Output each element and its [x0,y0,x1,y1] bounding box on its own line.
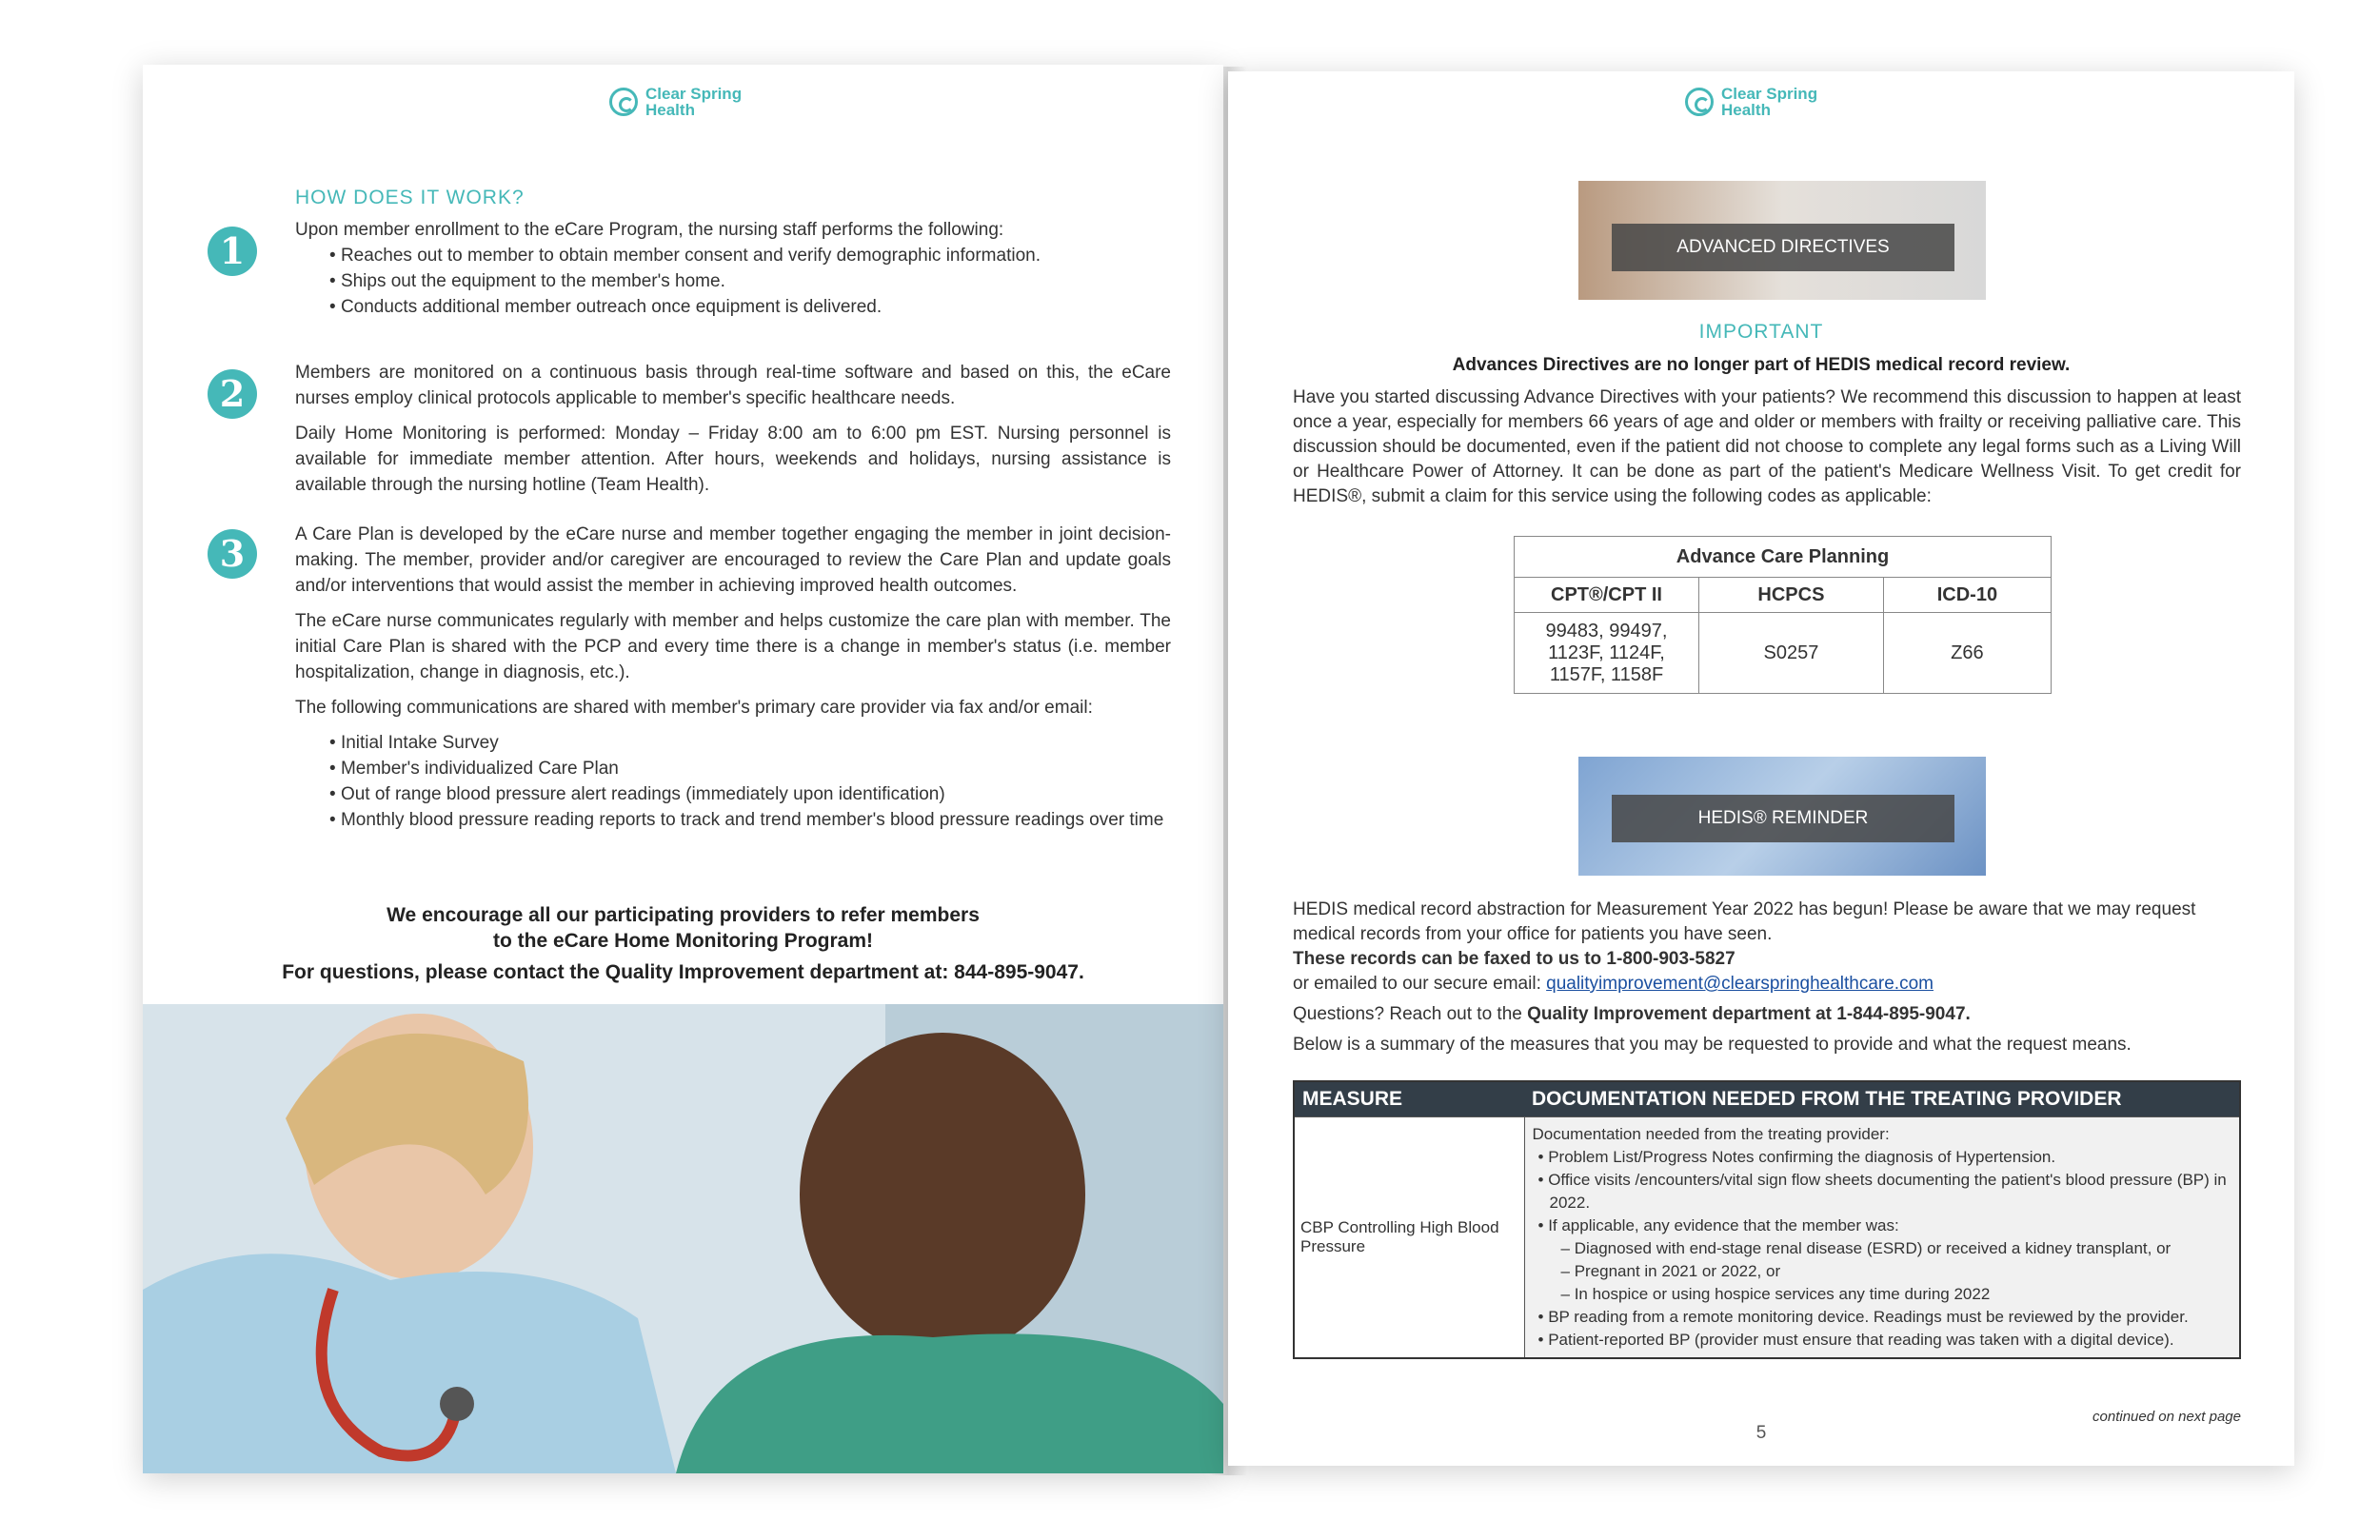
step-1-badge: 1 [208,227,257,276]
summary-line: Below is a summary of the measures that you may be requested to provide and what the request means. [1293,1035,2132,1055]
documentation-header: DOCUMENTATION NEEDED FROM THE TREATING PROVIDER [1524,1081,2240,1117]
measure-cell: CBP Controlling High Blood Pressure [1294,1117,1524,1359]
doc-sub-text: In hospice or using hospice services any time during 2022 [1574,1285,1991,1303]
nurse-patient-photo [143,1004,1223,1473]
fax-line: These records can be faxed to us to 1-800-903-5827 [1293,949,1735,969]
step-1-bullet: • Conducts additional member outreach once equipment is delivered. [324,294,1171,320]
clear-spring-logo [609,86,742,118]
left-page [143,65,1223,1473]
acp-cell: S0257 [1699,613,1884,694]
measures-table [1293,1080,2241,1359]
step-2-text [295,360,1171,498]
logo-line2: Health [1721,101,1771,119]
contact-line: For questions, please contact the Quality Improvement department at: 844-895-9047. [282,961,1084,983]
acp-header: CPT®/CPT II [1515,578,1699,613]
acp-header: ICD-10 [1883,578,2051,613]
logo-line2: Health [645,101,695,119]
important-subtitle: Advances Directives are no longer part of HEDIS medical record review. [1452,355,2071,375]
step-3-para-3: The following communications are shared with member's primary care provider via fax and/or email: [295,698,1093,718]
doc-sub-text: Diagnosed with end-stage renal disease (ESRD) or received a kidney transplant, or [1574,1239,2172,1257]
doc-sub-item: – Pregnant in 2021 or 2022, or [1560,1262,1781,1280]
important-heading: IMPORTANT [1698,321,1824,343]
advance-directives-paragraph: Have you started discussing Advance Directives with your patients? We recommend this discussion to happen at least once a year, especially for members 66 years of age and older or members with frailty or receiving palliative care. This discussion should be documented, even if the patient did not choose to complete any legal forms such as a Living Will or Healthcare Power of Attorney. It can be done as part of the patient's Medicare Wellness Visit. To get credit for HEDIS®, submit a claim for this service using the following codes as applicable: [1293,387,2241,506]
photo-illustration [143,1004,1223,1473]
step-3-text [295,522,1171,833]
measure-header: MEASURE [1294,1081,1524,1117]
step-1-intro: Upon member enrollment to the eCare Program, the nursing staff performs the following: [295,220,1004,240]
documentation-cell [1524,1117,2240,1359]
step-3-bullet: • Monthly blood pressure reading reports to track and trend member's blood pressure readings over time [324,807,1171,833]
doc-sub-list [1533,1237,2232,1306]
step-3-para-1: A Care Plan is developed by the eCare nurse and member together engaging the member in joint decision-making. The member, provider and/or caregiver are encouraged to review the Care Plan and update goals and/or interventions that would assist the member in achieving improved health outcomes. [295,524,1171,596]
doc-bullet: • If applicable, any evidence that the member was: [1533,1214,2232,1237]
step-1-bullet: • Reaches out to member to obtain member consent and verify demographic information. [324,243,1171,268]
questions-phone: Quality Improvement department at 1-844-895-9047. [1527,1004,1971,1024]
doc-intro: Documentation needed from the treating provider: [1532,1125,1890,1143]
step-3-bullet: • Initial Intake Survey [324,730,1171,756]
step-1-text [295,217,1171,320]
right-page [1228,71,2294,1466]
doc-sub-item: – Diagnosed with end-stage renal disease (ESRD) or received a kidney transplant, or [1560,1239,2172,1257]
how-does-it-work-heading: HOW DOES IT WORK? [295,187,525,208]
questions-prefix: Questions? Reach out to the [1293,1004,1528,1024]
hedis-paragraph: HEDIS medical record abstraction for Measurement Year 2022 has begun! Please be aware that we may request medical records from your office for patients you have seen. [1293,899,2196,944]
logo-icon [609,88,638,116]
page-number: 5 [1755,1423,1767,1443]
doc-bullet: • Problem List/Progress Notes confirming the diagnosis of Hypertension. [1533,1146,2232,1169]
encourage-line-1: We encourage all our participating providers to refer members [387,904,980,926]
step-1-bullet: • Ships out the equipment to the member's home. [324,268,1171,294]
advance-care-planning-table [1514,536,2052,694]
hedis-reminder-banner [1578,757,1986,876]
step-3-para-2: The eCare nurse communicates regularly with member and helps customize the care plan with member. The initial Care Plan is shared with the PCP and every time there is a change in member's status (i.e. member hospitalization, change in diagnosis, etc.). [295,611,1171,682]
clear-spring-logo [1685,86,1817,118]
logo-line1: Clear Spring [645,85,743,103]
email-prefix: or emailed to our secure email: [1293,974,1547,994]
acp-header: HCPCS [1699,578,1884,613]
logo-icon [1685,88,1714,116]
acp-title: Advance Care Planning [1515,537,2052,578]
advanced-directives-banner [1578,181,1986,300]
hedis-section [1293,898,2241,1057]
step-3-badge: 3 [208,529,257,579]
doc-sub-text: Pregnant in 2021 or 2022, or [1574,1262,1781,1280]
email-link[interactable]: qualityimprovement@clearspringhealthcare.com [1546,974,1934,994]
acp-cell: 99483, 99497, 1123F, 1124F, 1157F, 1158F [1515,613,1699,694]
hedis-reminder-label: HEDIS® REMINDER [1612,795,1954,842]
continued-note: continued on next page [2092,1409,2241,1425]
step-2-badge: 2 [208,369,257,419]
step-2-para-1: Members are monitored on a continuous basis through real-time software and based on this, the eCare nurses employ clinical protocols applicable to member's specific healthcare needs. [295,363,1171,408]
encourage-line-2: to the eCare Home Monitoring Program! [492,930,874,952]
logo-line1: Clear Spring [1721,85,1818,103]
acp-cell: Z66 [1883,613,2051,694]
step-3-bullet: • Member's individualized Care Plan [324,756,1171,781]
doc-sub-item: – In hospice or using hospice services any time during 2022 [1560,1285,1991,1303]
step-2-para-2: Daily Home Monitoring is performed: Monday – Friday 8:00 am to 6:00 pm EST. Nursing personnel is available for immediate member attention. After hours, weekends and holidays, nursing assistance is available through the nursing hotline (Team Health). [295,424,1171,495]
advanced-directives-label: ADVANCED DIRECTIVES [1612,224,1954,271]
doc-bullet: • BP reading from a remote monitoring device. Readings must be reviewed by the provider. [1533,1306,2232,1329]
doc-bullet: • Patient-reported BP (provider must ensure that reading was taken with a digital device). [1533,1329,2232,1352]
step-3-bullet: • Out of range blood pressure alert readings (immediately upon identification) [324,781,1171,807]
doc-bullet: • Office visits /encounters/vital sign flow sheets documenting the patient's blood pressure (BP) in 2022. [1533,1169,2232,1214]
